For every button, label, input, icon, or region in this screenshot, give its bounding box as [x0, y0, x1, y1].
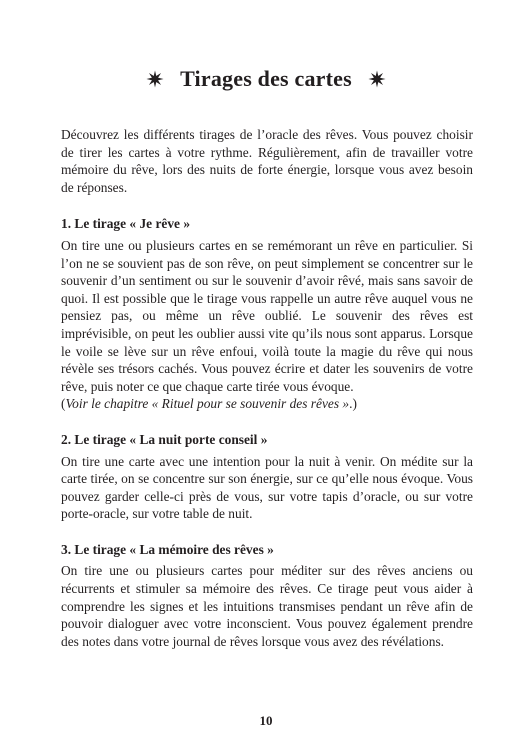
section-note — [61, 395, 473, 413]
page-title: Tirages des cartes — [180, 66, 352, 91]
star-ornament-right-icon — [368, 70, 386, 88]
star-ornament-left-icon — [146, 70, 164, 88]
note-open-paren: ( — [61, 396, 66, 412]
section-tirage-nuit-porte-conseil — [61, 431, 473, 523]
title-row — [0, 64, 532, 94]
section-tirage-memoire-des-reves — [61, 541, 473, 651]
section-heading: 2. Le tirage « La nuit porte conseil » — [61, 431, 268, 447]
section-body: On tire une carte avec une intention pour la nuit à venir. On médite sur la carte tirée, on se concentre sur son énergie, sur ce qu’elle nous évoque. Vous pouvez garder celle-ci près de vous, sur votre tapis d’oracle, ou sur votre porte-oracle, sur votre table de nuit. — [61, 453, 473, 522]
intro-paragraph: Découvrez les différents tirages de l’oracle des rêves. Vous pouvez choisir de tirer les cartes à votre rythme. Régulièrement, afin de travailler votre mémoire du rêve, lors des nuits de forte énergie, lorsque vous avez besoin de réponses. — [61, 127, 473, 195]
section-body: On tire une ou plusieurs cartes en se remémorant un rêve en particulier. Si l’on ne se souvient pas de son rêve, on peut simplement se concentrer sur le souvenir d’un sentiment ou sur le souvenir d’avoir rêvé, mais sans savoir de quoi. Il est possible que le tirage vous rappelle un autre rêve auquel vous ne pensiez pas, ou même un rêve oublié. Le souvenir des rêves est imprévisible, on peut les oublier aussi vite qu’ils nous sont apparus. Lorsque le voile se lève sur un rêve enfoui, voilà toute la magie du rêve qui nous révèle ses trésors cachés. Vous pouvez écrire et dater les souvenirs de votre rêve, puis noter ce que chaque carte tirée vous évoque. — [61, 237, 473, 394]
section-tirage-je-reve — [61, 215, 473, 413]
section-heading: 3. Le tirage « La mémoire des rêves » — [61, 541, 274, 557]
page-number: 10 — [259, 713, 273, 728]
note-italic-text: Voir le chapitre « Rituel pour se souvenir des rêves » — [65, 396, 350, 412]
section-body: On tire une ou plusieurs cartes pour méditer sur des rêves anciens ou récurrents et stimuler sa mémoire des rêves. Ce tirage peut vous aider à comprendre les signes et les intuitions transmises pendant un rêve afin de pouvoir dialoguer avec votre inconscient. Vous pouvez également prendre des notes dans votre journal de rêves lorsque vous avez des révélations. — [61, 563, 473, 649]
page-content — [61, 126, 473, 668]
section-heading: 1. Le tirage « Je rêve » — [61, 216, 191, 232]
note-close-paren: .) — [349, 396, 357, 412]
